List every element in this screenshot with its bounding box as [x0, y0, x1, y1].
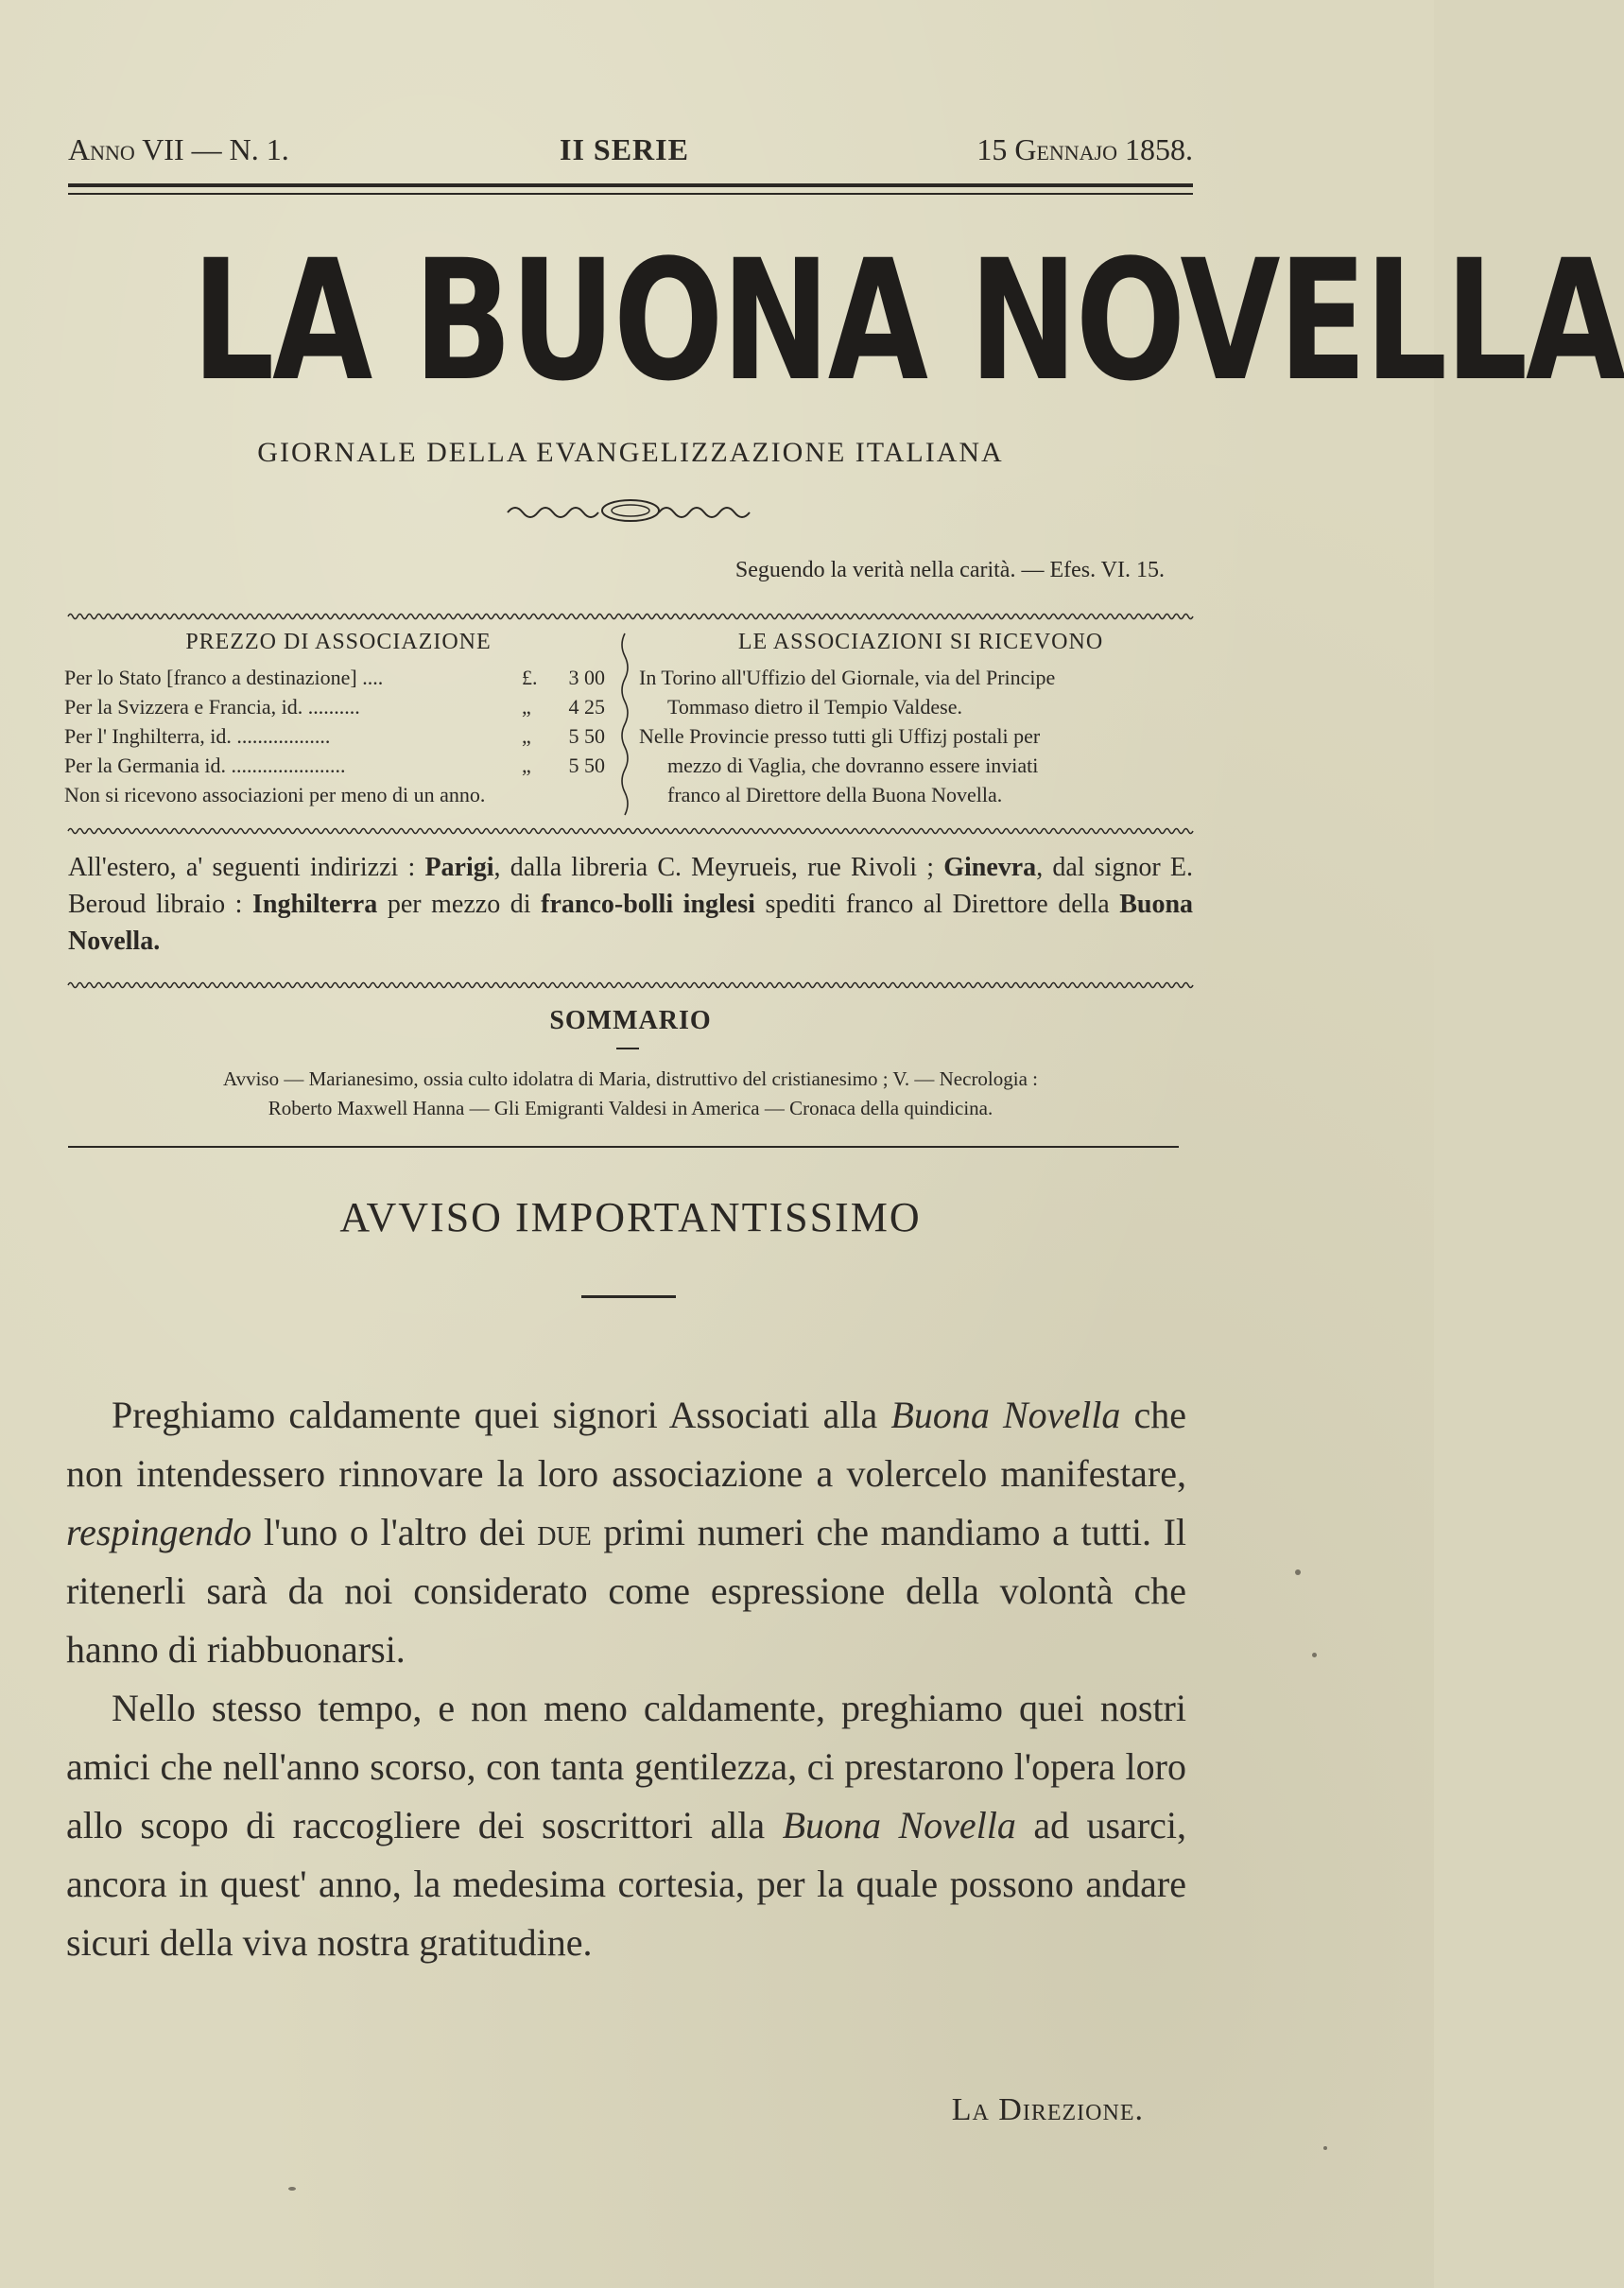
francobolli: franco-bolli inglesi: [541, 890, 755, 919]
issue-date: 15 Gennajo 1858.: [976, 132, 1193, 166]
paper-speck: [288, 2187, 296, 2191]
notice-rule: [581, 1295, 676, 1298]
city-ginevra: Ginevra: [943, 853, 1037, 882]
ginevra-address: , dal signor E. Beroud libraio :: [68, 853, 1194, 919]
price-label: Per la Svizzera e Francia, id. ..........: [64, 695, 360, 719]
subscription-offices: [639, 630, 1202, 809]
price-row: [64, 692, 613, 721]
journal-title: Buona Novella: [782, 1804, 1016, 1846]
wavy-rule-bottom: [68, 979, 1193, 992]
price-amount: 5 50: [568, 754, 605, 777]
price-currency: „: [522, 724, 531, 748]
contents-dash: [616, 1048, 639, 1049]
journal-name: Buona Novella.: [68, 890, 1194, 956]
series-label: II SERIE: [560, 132, 689, 166]
contents-title: SOMMARIO: [549, 1006, 712, 1035]
price-currency: £.: [522, 666, 538, 689]
contents-line: Avviso — Marianesimo, ossia culto idolatra di Maria, distruttivo del cristianesimo ; V. — Necrologia :: [222, 1067, 1039, 1090]
contents-rule: [68, 1146, 1179, 1148]
scroll-ornament: [498, 492, 763, 529]
masthead-title: LA BUONA NOVELLA: [191, 224, 1624, 418]
office-line: Tommaso dietro il Tempio Valdese.: [667, 695, 963, 719]
office-line: Nelle Provincie presso tutti gli Uffizj postali per: [639, 724, 1041, 748]
price-label: Per lo Stato [franco a destinazione] ....: [64, 666, 384, 689]
contents-line: Roberto Maxwell Hanna — Gli Emigranti Valdesi in America — Cronaca della quindicina.: [268, 1097, 993, 1119]
office-line: franco al Direttore della Buona Novella.: [667, 783, 1003, 806]
paper-speck: [1323, 2146, 1327, 2150]
office-line: In Torino all'Uffizio del Giornale, via del Principe: [639, 666, 1056, 689]
city-parigi: Parigi: [424, 853, 494, 882]
paragraph: [66, 1679, 1186, 1972]
contents-list: [68, 1065, 1193, 1123]
subscription-prices: [64, 630, 613, 809]
price-label: Per la Germania id. ......................: [64, 754, 346, 777]
header-rule: [68, 183, 1193, 195]
issue-number: Anno VII — N. 1.: [68, 132, 289, 166]
motto: Seguendo la verità nella carità. — Efes. VI. 15.: [734, 558, 1165, 582]
text-run: ad usarci, ancora in quest' anno, la medesima cortesia, per la quale possono andare sicuri della viva nostra gratitudine.: [66, 1804, 1187, 1964]
text-run: l'uno o l'altro dei: [263, 1511, 526, 1553]
paper-speck: [1295, 1569, 1301, 1575]
text-run: Preghiamo caldamente quei signori Associati alla: [112, 1394, 878, 1436]
emphasis: respingendo: [66, 1511, 252, 1553]
country-inghilterra: Inghilterra: [252, 890, 378, 919]
foreign-end-text: spediti franco al Direttore della: [765, 890, 1110, 919]
price-row: [64, 721, 613, 751]
prices-note: Non si ricevono associazioni per meno di un anno.: [64, 783, 486, 806]
prices-heading: PREZZO DI ASSOCIAZIONE: [185, 630, 492, 654]
text-run: Nello stesso tempo, e non meno caldamente, preghiamo quei nostri amici che nell'anno scorso, con tanta gentilezza, ci prestarono l'opera loro allo scopo di raccogliere dei soscrittori alla: [66, 1687, 1186, 1846]
wavy-rule-middle: [68, 824, 1193, 838]
wavy-rule-top: [68, 610, 1193, 623]
paper-speck: [1312, 1653, 1317, 1657]
column-brace: [616, 633, 633, 819]
inghilterra-text: per mezzo di: [387, 890, 531, 919]
foreign-intro: All'estero, a' seguenti indirizzi :: [68, 853, 416, 882]
masthead-subtitle: GIORNALE DELLA EVANGELIZZAZIONE ITALIANA: [257, 437, 1004, 468]
notice-body: [66, 1386, 1186, 1972]
price-currency: „: [522, 754, 531, 777]
signature: La Direzione.: [951, 2092, 1144, 2127]
offices-heading: LE ASSOCIAZIONI SI RICEVONO: [737, 630, 1104, 654]
price-currency: „: [522, 695, 531, 719]
price-row: [64, 751, 613, 780]
office-line: mezzo di Vaglia, che dovranno essere inviati: [667, 754, 1039, 777]
paragraph: [66, 1386, 1186, 1679]
price-row: [64, 663, 613, 692]
parigi-address: , dalla libreria C. Meyrueis, rue Rivoli ;: [493, 853, 934, 882]
small-caps-word: due: [537, 1511, 592, 1553]
price-label: Per l' Inghilterra, id. ..................: [64, 724, 331, 748]
notice-title: AVVISO IMPORTANTISSIMO: [339, 1194, 922, 1240]
text-run: primi numeri che mandiamo a tutti. Il ritenerli sarà da noi considerato come espressione della volontà che hanno di riabbuonarsi.: [66, 1511, 1187, 1671]
foreign-subscriptions: [68, 849, 1193, 960]
text-run: che non intendessero rinnovare la loro associazione a volercelo manifestare,: [66, 1394, 1186, 1495]
price-amount: 3 00: [568, 666, 605, 689]
issue-header: [68, 132, 1193, 180]
journal-title: Buona Novella: [890, 1394, 1121, 1436]
price-amount: 5 50: [568, 724, 605, 748]
price-amount: 4 25: [568, 695, 605, 719]
